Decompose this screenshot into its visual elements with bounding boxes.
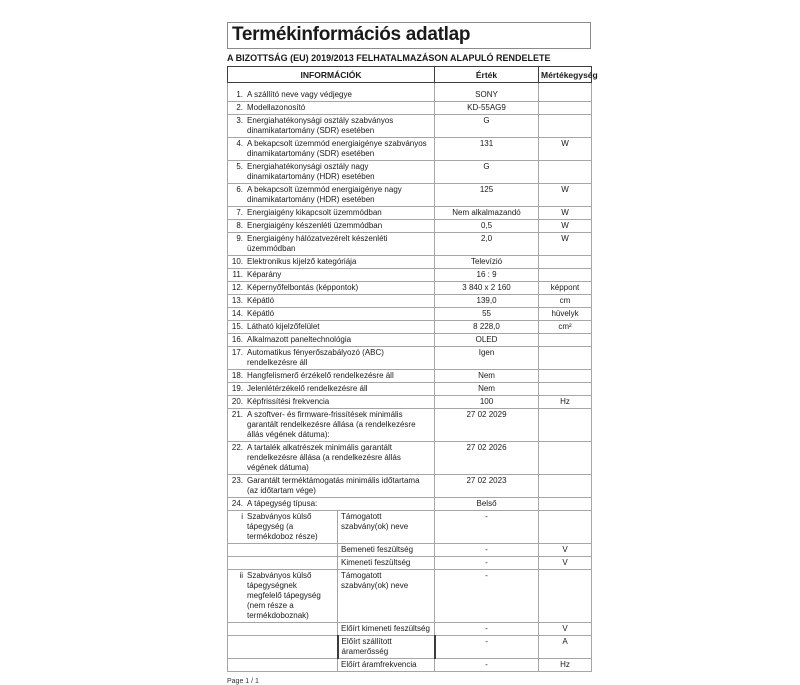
row-number: 15. xyxy=(231,322,243,331)
row-desc: Szabványos külső tápegységnek megfelelő tápegység (nem része a termékdoboznak) xyxy=(247,571,321,620)
row-unit xyxy=(539,102,592,115)
row-label: Energiaigény készenléti üzemmódban xyxy=(247,221,383,230)
row-number: 22. xyxy=(231,443,243,452)
row-label: Képfrissítési frekvencia xyxy=(247,397,330,406)
row-value: Nem alkalmazandó xyxy=(435,207,539,220)
table-row xyxy=(228,138,592,161)
table-row xyxy=(228,207,592,220)
row-unit xyxy=(539,442,592,475)
row-value: 2,0 xyxy=(435,233,539,256)
row-number: 5. xyxy=(236,162,243,171)
table-row xyxy=(228,347,592,370)
column-header-information: INFORMÁCIÓK xyxy=(228,67,435,83)
row-unit xyxy=(539,256,592,269)
row-unit xyxy=(539,347,592,370)
row-label-cell xyxy=(228,89,435,102)
row-desc-cell xyxy=(228,557,338,570)
row-number: 1. xyxy=(236,90,243,99)
title-box xyxy=(227,22,591,49)
row-label-cell xyxy=(228,396,435,409)
table-sub-row xyxy=(228,511,592,544)
row-number: 9. xyxy=(236,234,243,243)
row-value: 27 02 2029 xyxy=(435,409,539,442)
row-value: 27 02 2026 xyxy=(435,442,539,475)
row-value: - xyxy=(435,511,539,544)
row-unit: W xyxy=(539,220,592,233)
row-property: Bemeneti feszültség xyxy=(338,544,435,557)
row-unit: V xyxy=(539,623,592,636)
row-value: 3 840 x 2 160 xyxy=(435,282,539,295)
row-unit xyxy=(539,498,592,511)
row-label-cell xyxy=(228,220,435,233)
row-label: Energiaigény hálózatvezérelt készenléti üzemmódban xyxy=(247,234,388,253)
row-number: 16. xyxy=(231,335,243,344)
row-unit: hüvelyk xyxy=(539,308,592,321)
row-value: - xyxy=(435,544,539,557)
row-value: Nem xyxy=(435,370,539,383)
row-unit xyxy=(539,161,592,184)
product-information-table xyxy=(227,66,598,672)
row-label: A tápegység típusa: xyxy=(247,499,318,508)
table-row xyxy=(228,184,592,207)
table-row xyxy=(228,233,592,256)
row-label-cell xyxy=(228,347,435,370)
row-unit xyxy=(539,334,592,347)
table-row xyxy=(228,220,592,233)
table-sub-row xyxy=(228,623,592,636)
row-unit: W xyxy=(539,138,592,161)
row-number: 3. xyxy=(236,116,243,125)
row-label: A bekapcsolt üzemmód energiaigénye szabványos dinamikatartomány (SDR) esetében xyxy=(247,139,427,158)
table-row xyxy=(228,321,592,334)
row-label-cell xyxy=(228,498,435,511)
row-property: Előírt áramfrekvencia xyxy=(338,659,435,672)
row-unit xyxy=(539,370,592,383)
row-value: - xyxy=(435,570,539,623)
row-label-cell xyxy=(228,115,435,138)
row-label: Látható kijelzőfelület xyxy=(247,322,320,331)
table-sub-row xyxy=(228,557,592,570)
row-unit xyxy=(539,409,592,442)
row-label-cell xyxy=(228,256,435,269)
row-number: 13. xyxy=(231,296,243,305)
row-value: - xyxy=(435,659,539,672)
row-label: A szoftver- és firmware-frissítések minimális garantált rendelkezésre állása (a rendelkezésre állás végének dátuma): xyxy=(247,410,416,439)
row-number: 7. xyxy=(236,208,243,217)
row-property-highlighted: Előírt szállított áramerősség xyxy=(338,636,435,659)
row-label: Képátló xyxy=(247,309,275,318)
row-label-cell xyxy=(228,295,435,308)
row-unit xyxy=(539,269,592,282)
row-unit: W xyxy=(539,184,592,207)
row-value: Belső xyxy=(435,498,539,511)
row-value: 125 xyxy=(435,184,539,207)
table-sub-row xyxy=(228,544,592,557)
page-title: Termékinformációs adatlap xyxy=(232,24,471,45)
row-unit: Hz xyxy=(539,659,592,672)
table-row xyxy=(228,161,592,184)
row-unit: Hz xyxy=(539,396,592,409)
row-marker: ii xyxy=(239,571,243,580)
row-desc-cell xyxy=(228,511,338,544)
row-label: Energiaigény kikapcsolt üzemmódban xyxy=(247,208,382,217)
row-label: Energiahatékonysági osztály nagy dinamikatartomány (HDR) esetében xyxy=(247,162,375,181)
row-unit xyxy=(539,570,592,623)
row-unit xyxy=(539,475,592,498)
row-property: Támogatott szabvány(ok) neve xyxy=(338,570,435,623)
row-number: 11. xyxy=(232,270,243,279)
table-row xyxy=(228,282,592,295)
table-body xyxy=(228,83,592,672)
row-label-cell xyxy=(228,138,435,161)
row-label: Képátló xyxy=(247,296,275,305)
row-value: OLED xyxy=(435,334,539,347)
regulation-subtitle: A BIZOTTSÁG (EU) 2019/2013 FELHATALMAZÁSON ALAPULÓ RENDELETE xyxy=(227,53,551,63)
row-unit: cm² xyxy=(539,321,592,334)
table-row xyxy=(228,89,592,102)
row-label-cell xyxy=(228,334,435,347)
row-label: Garantált terméktámogatás minimális időtartama (az időtartam vége) xyxy=(247,476,420,495)
row-label: Képarány xyxy=(247,270,282,279)
row-label-cell xyxy=(228,442,435,475)
table-row xyxy=(228,115,592,138)
row-label: Energiahatékonysági osztály szabványos dinamikatartomány (SDR) esetében xyxy=(247,116,394,135)
row-desc-cell xyxy=(228,570,338,623)
row-label: Elektronikus kijelző kategóriája xyxy=(247,257,357,266)
table-row xyxy=(228,295,592,308)
row-value: 100 xyxy=(435,396,539,409)
table-row xyxy=(228,334,592,347)
table-row xyxy=(228,370,592,383)
row-label-cell xyxy=(228,102,435,115)
row-label-cell xyxy=(228,233,435,256)
table-sub-row xyxy=(228,636,592,659)
row-number: 4. xyxy=(236,139,243,148)
row-number: 6. xyxy=(236,185,243,194)
row-value: KD-55AG9 xyxy=(435,102,539,115)
row-value: 139,0 xyxy=(435,295,539,308)
row-value: 55 xyxy=(435,308,539,321)
row-label: Hangfelismerő érzékelő rendelkezésre áll xyxy=(247,371,394,380)
row-value: G xyxy=(435,115,539,138)
row-property: Támogatott szabvány(ok) neve xyxy=(338,511,435,544)
row-label: Modellazonosító xyxy=(247,103,306,112)
row-number: 14. xyxy=(231,309,243,318)
product-fiche-document xyxy=(227,22,598,685)
row-unit: A xyxy=(539,636,592,659)
table-sub-row xyxy=(228,570,592,623)
row-number: 10. xyxy=(231,257,243,266)
row-value: Televízió xyxy=(435,256,539,269)
row-value: Nem xyxy=(435,383,539,396)
table-row xyxy=(228,475,592,498)
row-unit: V xyxy=(539,557,592,570)
row-label: Képernyőfelbontás (képpontok) xyxy=(247,283,359,292)
table-row xyxy=(228,498,592,511)
row-marker: i xyxy=(241,512,243,521)
row-number: 19. xyxy=(231,384,243,393)
row-value: 0,5 xyxy=(435,220,539,233)
row-unit: W xyxy=(539,233,592,256)
row-unit xyxy=(539,89,592,102)
table-row xyxy=(228,308,592,321)
row-property: Kimeneti feszültség xyxy=(338,557,435,570)
table-row xyxy=(228,256,592,269)
row-desc-cell xyxy=(228,544,338,557)
row-value: SONY xyxy=(435,89,539,102)
row-property: Előírt kimeneti feszültség xyxy=(338,623,435,636)
row-label-cell xyxy=(228,475,435,498)
row-label: A szállító neve vagy védjegye xyxy=(247,90,352,99)
row-number: 21. xyxy=(231,410,243,419)
row-unit xyxy=(539,115,592,138)
row-label: Alkalmazott paneltechnológia xyxy=(247,335,352,344)
row-value: - xyxy=(435,623,539,636)
row-desc-cell xyxy=(228,623,338,636)
row-value: 16 : 9 xyxy=(435,269,539,282)
row-number: 18. xyxy=(231,371,243,380)
row-number: 12. xyxy=(231,283,243,292)
row-unit xyxy=(539,383,592,396)
page-number: Page 1 / 1 xyxy=(227,678,259,685)
row-label: Jelenlétérzékelő rendelkezésre áll xyxy=(247,384,368,393)
row-label-cell xyxy=(228,370,435,383)
row-label-cell xyxy=(228,308,435,321)
row-value: - xyxy=(435,636,539,659)
table-header-row xyxy=(228,67,592,83)
row-value: 131 xyxy=(435,138,539,161)
row-number: 23. xyxy=(231,476,243,485)
row-label: A tartalék alkatrészek minimális garantált rendelkezésre állása (a rendelkezésre állás végének dátuma) xyxy=(247,443,401,472)
row-label-cell xyxy=(228,269,435,282)
row-label-cell xyxy=(228,207,435,220)
row-desc: Szabványos külső tápegység (a termékdoboz része) xyxy=(247,512,318,541)
row-label-cell xyxy=(228,282,435,295)
row-label-cell xyxy=(228,321,435,334)
table-sub-row xyxy=(228,659,592,672)
row-number: 17. xyxy=(231,348,243,357)
column-header-value: Érték xyxy=(435,67,539,83)
table-row xyxy=(228,383,592,396)
row-unit xyxy=(539,511,592,544)
row-number: 8. xyxy=(236,221,243,230)
row-desc-cell xyxy=(228,636,338,659)
row-unit: V xyxy=(539,544,592,557)
row-label: Automatikus fényerőszabályozó (ABC) rendelkezésre áll xyxy=(247,348,384,367)
row-number: 24. xyxy=(231,499,243,508)
row-number: 20. xyxy=(231,397,243,406)
row-value: 27 02 2023 xyxy=(435,475,539,498)
row-label-cell xyxy=(228,409,435,442)
table-row xyxy=(228,396,592,409)
table-row xyxy=(228,269,592,282)
row-unit: képpont xyxy=(539,282,592,295)
row-unit: W xyxy=(539,207,592,220)
row-label-cell xyxy=(228,161,435,184)
row-value: 8 228,0 xyxy=(435,321,539,334)
table-row xyxy=(228,102,592,115)
row-label-cell xyxy=(228,383,435,396)
row-unit: cm xyxy=(539,295,592,308)
row-value: G xyxy=(435,161,539,184)
column-header-unit: Mértékegység xyxy=(539,67,592,83)
row-desc-cell xyxy=(228,659,338,672)
row-number: 2. xyxy=(236,103,243,112)
table-row xyxy=(228,409,592,442)
table-row xyxy=(228,442,592,475)
row-label-cell xyxy=(228,184,435,207)
row-label: A bekapcsolt üzemmód energiaigénye nagy dinamikatartomány (HDR) esetében xyxy=(247,185,402,204)
row-value: Igen xyxy=(435,347,539,370)
row-value: - xyxy=(435,557,539,570)
